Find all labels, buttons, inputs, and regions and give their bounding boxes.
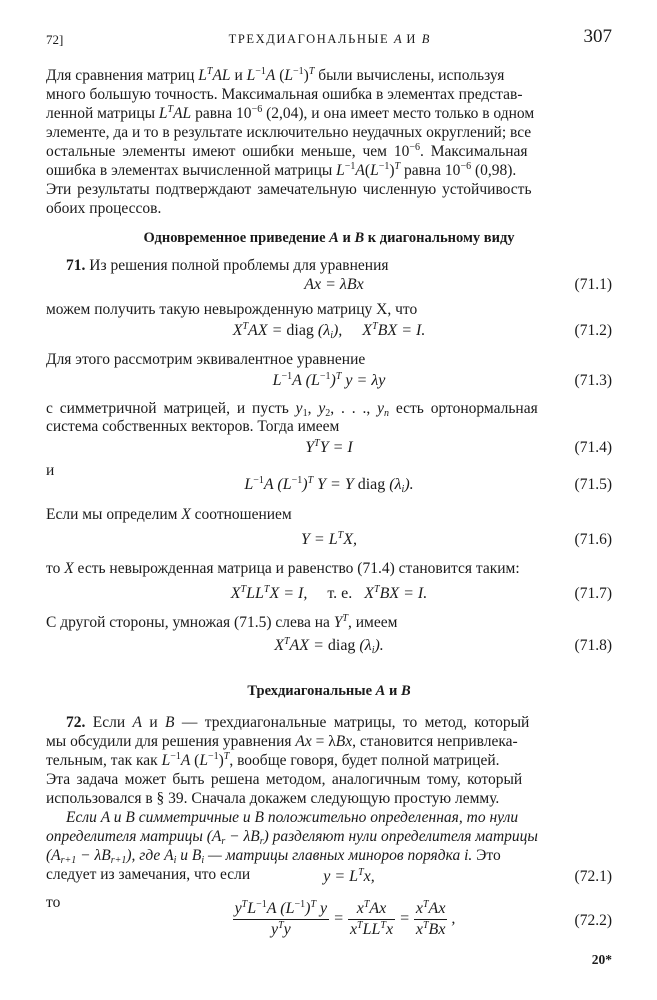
text-line: следует из замечания, что если	[46, 866, 251, 883]
text-then: то	[46, 894, 61, 911]
equation-71-7: $X^TLL^TX = I$, т. е. $X^TBX = I$. (71.7)	[230, 584, 612, 602]
running-title: ТРЕХДИАГОНАЛЬНЫЕ A И B	[228, 32, 430, 46]
book-page	[46, 0, 612, 1000]
paragraph-72-line: 72. Если A и B — трехдиагональные матрицы, то метод, который	[66, 714, 530, 731]
running-header	[46, 26, 612, 52]
section-heading-72: Трехдиагональные A и B	[247, 683, 411, 699]
intro-line: ленной матрицы $L^TAL$ равна $10^{-6}$ (2,04), и она имеет место только в одном	[46, 104, 535, 122]
equation-71-5: $L^{-1}A$ $(L^{-1})^T$ Y = Y diag $(\lambda_i)$. (71.5)	[244, 475, 612, 495]
equation-71-6: $Y = L^TX$, (71.6)	[301, 530, 612, 548]
equation-72-1: $y = L^Tx$, (72.1)	[323, 867, 612, 885]
text-line: Если мы определим X соотношением	[46, 506, 292, 523]
paragraph-72-line: использовался в § 39. Сначала докажем следующую простую лемму.	[46, 790, 500, 807]
intro-line: ошибка в элементах вычисленной матрицы $L^{-1}A(L^{-1})^T$ равна $10^{-6}$ (0,98).	[46, 161, 517, 179]
text-line: с симметричной матрицей, и пусть $y_1$, $y_2$, . . ., $y_n$ есть ортонормальная	[46, 400, 538, 419]
intro-line: элементе, да и то в результате исключительно неудачных округлений; все	[46, 124, 532, 141]
equation-71-8: $X^TAX$ = diag $(\lambda_i)$. (71.8)	[274, 636, 612, 656]
intro-line: обоих процессов.	[46, 200, 162, 217]
intro-line: Эти результаты подтверждают замечательную численную устойчивость	[46, 181, 532, 198]
text-and: и	[46, 462, 55, 479]
signature-mark: 20*	[591, 952, 612, 967]
intro-line: много большую точность. Максимальная ошибка в элементах представ-	[46, 86, 523, 103]
text-line: С другой стороны, умножая (71.5) слева на $Y^T$, имеем	[46, 613, 398, 631]
equation-72-2: $\frac{y^TL^{-1}A (L^{-1})^T y}{y^Ty}$ = $\frac{x^TAx}{x^TLL^Tx}$ = $\frac{x^TAx}{x^TBx}$ , (72.2)	[234, 899, 612, 938]
text-line: можем получить такую невырожденную матрицу X, что	[46, 301, 418, 318]
section-heading-71: Одновременное приведение A и B к диагональному виду	[143, 230, 515, 246]
section-ref: 72]	[46, 32, 64, 47]
intro-line: остальные элементы имеют ошибки меньше, чем $10^{-6}$. Максимальная	[46, 142, 528, 160]
paragraph-72-line: Эта задача может быть решена методом, аналогичным тому, который	[46, 771, 523, 788]
lemma-line: Если A и B симметричные и B положительно определенная, то нули	[66, 809, 519, 826]
lemma-line: $(A_{r+1} - \lambda B_{r+1})$, где $A_i$ и $B_i$ — матрицы главных миноров порядка i. Это	[46, 847, 501, 866]
paragraph-72-line: тельным, так как $L^{-1}A$ $(L^{-1})^T$, вообще говоря, будет полной матрицей.	[46, 751, 500, 769]
equation-71-1: Ax = λBx (71.1)	[304, 276, 612, 293]
paragraph-72-line: мы обсудили для решения уравнения Ax = λBx, становится непривлека-	[46, 733, 518, 750]
paragraph-71-start: 71. Из решения полной проблемы для уравнения	[66, 257, 389, 274]
equation-71-4: $Y^TY = I$ (71.4)	[305, 438, 612, 456]
lemma-line: определителя матрицы $(A_r - \lambda B_r)$ разделяют нули определителя матрицы	[46, 828, 538, 847]
page-number: 307	[583, 26, 612, 47]
text-line: то X есть невырожденная матрица и равенство (71.4) становится таким:	[46, 560, 520, 577]
equation-71-2: $X^TAX$ = diag $(\lambda_i)$, $X^TBX = I$. (71.2)	[232, 321, 612, 341]
intro-line: Для сравнения матриц $L^TAL$ и $L^{-1}A$ $(L^{-1})^T$ были вычислены, используя	[46, 66, 505, 84]
text-line: система собственных векторов. Тогда имеем	[46, 418, 340, 435]
text-line: Для этого рассмотрим эквивалентное уравнение	[46, 351, 366, 368]
equation-71-3: $L^{-1}A$ $(L^{-1})^T$ y = λy (71.3)	[272, 371, 612, 389]
